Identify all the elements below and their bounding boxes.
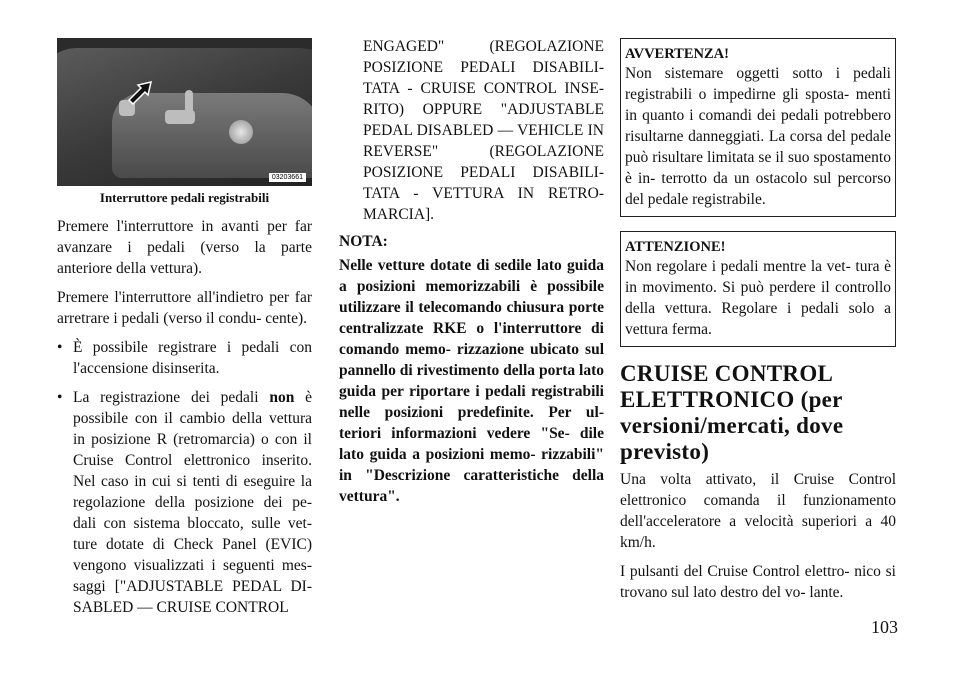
bullet-continuation: ENGAGED" (REGOLAZIONE POSIZIONE PEDALI DISABILI- TATA - CRUISE CONTROL INSE- RITO) OPPURE "ADJUSTABLE PEDAL DISABLED — VEHICLE IN REVERSE" (REGOLAZIONE POSIZIONE PEDALI DISABILI- TATA - VETTURA IN RETRO- MARCIA]. — [363, 38, 604, 223]
adjustable-pedal-switch-photo — [57, 38, 312, 186]
recline-switch — [185, 90, 193, 116]
paragraph-forward: Premere l'interruttore in avanti per far avanzare i pedali (verso la parte anteriore della vettura). — [57, 218, 312, 277]
figure-caption: Interruttore pedali registrabili — [99, 190, 270, 205]
column-left — [57, 38, 312, 626]
bullet-item — [57, 337, 312, 379]
section-heading: CRUISE CONTROL ELETTRONICO (per versioni/mercati, dove previsto) — [620, 361, 844, 464]
bullet-text: È possibile registrare i pedali con l'accensione disinserita. — [73, 339, 312, 377]
figure-code: 03203661 — [269, 173, 306, 182]
paragraph-backward: Premere l'interruttore all'indietro per far arretrare i pedali (verso il condu- cente). — [57, 289, 312, 327]
warning-box — [620, 38, 896, 217]
bullet-item — [57, 387, 312, 618]
note-text: Nelle vetture dotate di sedile lato guida a posizioni memorizzabili è possibile utilizzare il telecomando chiusura porte centralizzate RKE o l'interruttore di comando memo- rizzazione ubicato sul pannello di rivestimento della porta lato guida per riportare i pedali registrabili nelle posizioni predefinite. Per ul- teriori informazioni vedere "Se- dile lato guida a posizioni memo- rizzabili" in "Descrizione caratteristiche della vettura". — [339, 257, 604, 505]
warning-text: Non sistemare oggetti sotto i pedali registrabili o impedirne gli sposta- menti in quanto i comandi dei pedali potrebbero risultarne danneggiati. La corsa del pedale può risultare limitata se il suo spostamento è in- terrotto da un ostacolo sul percorso del pedale registrabile. — [625, 65, 891, 208]
caution-text: Non regolare i pedali mentre la vet- tura è in movimento. Si può perdere il controllo della vettura. Regolare i pedali solo a vettura ferma. — [625, 258, 891, 338]
paragraph-cruise-buttons: I pulsanti del Cruise Control elettro- nico si trovano sul lato destro del vo- lante. — [620, 563, 896, 601]
arrow-icon — [127, 78, 167, 108]
emphasis-non: non — [269, 389, 295, 406]
note-heading: NOTA: — [339, 233, 388, 250]
lumbar-knob — [229, 120, 253, 144]
column-middle — [339, 36, 604, 515]
bullet-text: La registrazione dei pedali non è possibile con il cambio della vettura in posizione R (retromarcia) o con il Cruise Control elettronico inserito. Nel caso in cui si tenti di eseguire la regolazione della posizione dei pe- dali con sistema bloccato, sulle vet- ture dotate di Check Panel (EVIC) vengono visualizzati i seguenti mes- saggi ["ADJUSTABLE PEDAL DI- SABLED — CRUISE CONTROL — [73, 389, 312, 616]
bullet-icon: • — [57, 389, 63, 406]
bullet-icon: • — [57, 339, 63, 356]
caution-title: ATTENZIONE! — [625, 239, 726, 255]
caution-box — [620, 231, 896, 347]
column-right — [620, 38, 896, 611]
page-number: 103 — [871, 617, 898, 637]
warning-title: AVVERTENZA! — [625, 46, 729, 62]
paragraph-cruise-intro: Una volta attivato, il Cruise Control elettronico comanda il funzionamento dell'acceleratore a velocità superiori a 40 km/h. — [620, 471, 896, 551]
